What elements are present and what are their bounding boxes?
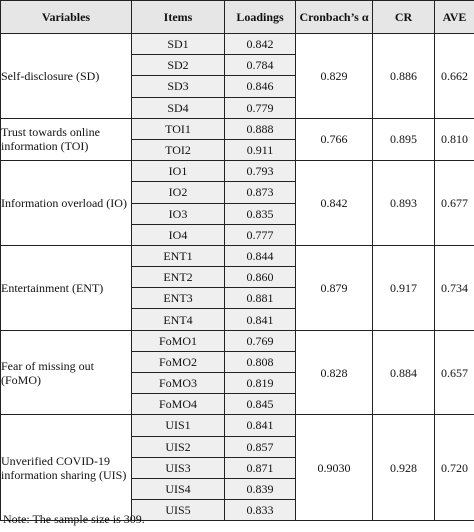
item-cell: SD2 bbox=[132, 55, 225, 76]
loading-cell: 0.845 bbox=[225, 394, 296, 415]
cr-cell: 0.928 bbox=[373, 415, 435, 521]
item-cell: IO4 bbox=[132, 224, 225, 245]
header-cr: CR bbox=[373, 1, 435, 34]
alpha-cell: 0.842 bbox=[296, 161, 373, 246]
loading-cell: 0.857 bbox=[225, 436, 296, 457]
loading-cell: 0.819 bbox=[225, 373, 296, 394]
header-ave: AVE bbox=[435, 1, 474, 34]
loading-cell: 0.777 bbox=[225, 224, 296, 245]
loading-cell: 0.841 bbox=[225, 415, 296, 436]
loading-cell: 0.911 bbox=[225, 139, 296, 160]
cr-cell: 0.893 bbox=[373, 161, 435, 246]
table-row bbox=[1, 330, 474, 351]
header-variables: Variables bbox=[1, 1, 132, 34]
item-cell: FoMO4 bbox=[132, 394, 225, 415]
item-cell: UIS2 bbox=[132, 436, 225, 457]
loading-cell: 0.860 bbox=[225, 267, 296, 288]
loading-cell: 0.841 bbox=[225, 309, 296, 330]
item-cell: IO2 bbox=[132, 182, 225, 203]
loading-cell: 0.888 bbox=[225, 118, 296, 139]
loading-cell: 0.833 bbox=[225, 500, 296, 521]
item-cell: ENT4 bbox=[132, 309, 225, 330]
variable-cell: Unverified COVID-19 information sharing (UIS) bbox=[1, 415, 132, 521]
item-cell: FoMO1 bbox=[132, 330, 225, 351]
loading-cell: 0.842 bbox=[225, 34, 296, 55]
loading-cell: 0.835 bbox=[225, 203, 296, 224]
variable-cell: Information overload (IO) bbox=[1, 161, 132, 246]
variable-cell: Self-disclosure (SD) bbox=[1, 34, 132, 119]
item-cell: ENT1 bbox=[132, 245, 225, 266]
loading-cell: 0.846 bbox=[225, 76, 296, 97]
ave-cell: 0.677 bbox=[435, 161, 474, 246]
ave-cell: 0.657 bbox=[435, 330, 474, 415]
item-cell: IO3 bbox=[132, 203, 225, 224]
alpha-cell: 0.766 bbox=[296, 118, 373, 160]
loading-cell: 0.871 bbox=[225, 457, 296, 478]
item-cell: ENT2 bbox=[132, 267, 225, 288]
header-loadings: Loadings bbox=[225, 1, 296, 34]
item-cell: UIS1 bbox=[132, 415, 225, 436]
cr-cell: 0.886 bbox=[373, 34, 435, 119]
variable-cell: Trust towards online information (TOI) bbox=[1, 118, 132, 160]
loading-cell: 0.793 bbox=[225, 161, 296, 182]
item-cell: FoMO2 bbox=[132, 351, 225, 372]
header-cronbach-alpha: Cronbach’s α bbox=[296, 1, 373, 34]
item-cell: UIS5 bbox=[132, 500, 225, 521]
table-row bbox=[1, 161, 474, 182]
loading-cell: 0.779 bbox=[225, 97, 296, 118]
item-cell: TOI1 bbox=[132, 118, 225, 139]
cr-cell: 0.917 bbox=[373, 245, 435, 330]
loading-cell: 0.784 bbox=[225, 55, 296, 76]
header-items: Items bbox=[132, 1, 225, 34]
item-cell: UIS3 bbox=[132, 457, 225, 478]
item-cell: SD1 bbox=[132, 34, 225, 55]
item-cell: UIS4 bbox=[132, 478, 225, 499]
item-cell: ENT3 bbox=[132, 288, 225, 309]
alpha-cell: 0.879 bbox=[296, 245, 373, 330]
alpha-cell: 0.9030 bbox=[296, 415, 373, 521]
cr-cell: 0.895 bbox=[373, 118, 435, 160]
header-row bbox=[1, 1, 474, 34]
item-cell: TOI2 bbox=[132, 139, 225, 160]
table-row bbox=[1, 245, 474, 266]
loading-cell: 0.769 bbox=[225, 330, 296, 351]
ave-cell: 0.810 bbox=[435, 118, 474, 160]
ave-cell: 0.720 bbox=[435, 415, 474, 521]
ave-cell: 0.662 bbox=[435, 34, 474, 119]
item-cell: IO1 bbox=[132, 161, 225, 182]
loading-cell: 0.881 bbox=[225, 288, 296, 309]
alpha-cell: 0.828 bbox=[296, 330, 373, 415]
loading-cell: 0.839 bbox=[225, 478, 296, 499]
loading-cell: 0.873 bbox=[225, 182, 296, 203]
alpha-cell: 0.829 bbox=[296, 34, 373, 119]
item-cell: SD4 bbox=[132, 97, 225, 118]
table-row bbox=[1, 34, 474, 55]
table-row bbox=[1, 118, 474, 139]
variable-cell: Entertainment (ENT) bbox=[1, 245, 132, 330]
ave-cell: 0.734 bbox=[435, 245, 474, 330]
loading-cell: 0.844 bbox=[225, 245, 296, 266]
table-row bbox=[1, 415, 474, 436]
item-cell: SD3 bbox=[132, 76, 225, 97]
table-body bbox=[1, 34, 474, 521]
item-cell: FoMO3 bbox=[132, 373, 225, 394]
variable-cell: Fear of missing out (FoMO) bbox=[1, 330, 132, 415]
cr-cell: 0.884 bbox=[373, 330, 435, 415]
table-note: Note: The sample size is 309. bbox=[3, 512, 145, 526]
loading-cell: 0.808 bbox=[225, 351, 296, 372]
